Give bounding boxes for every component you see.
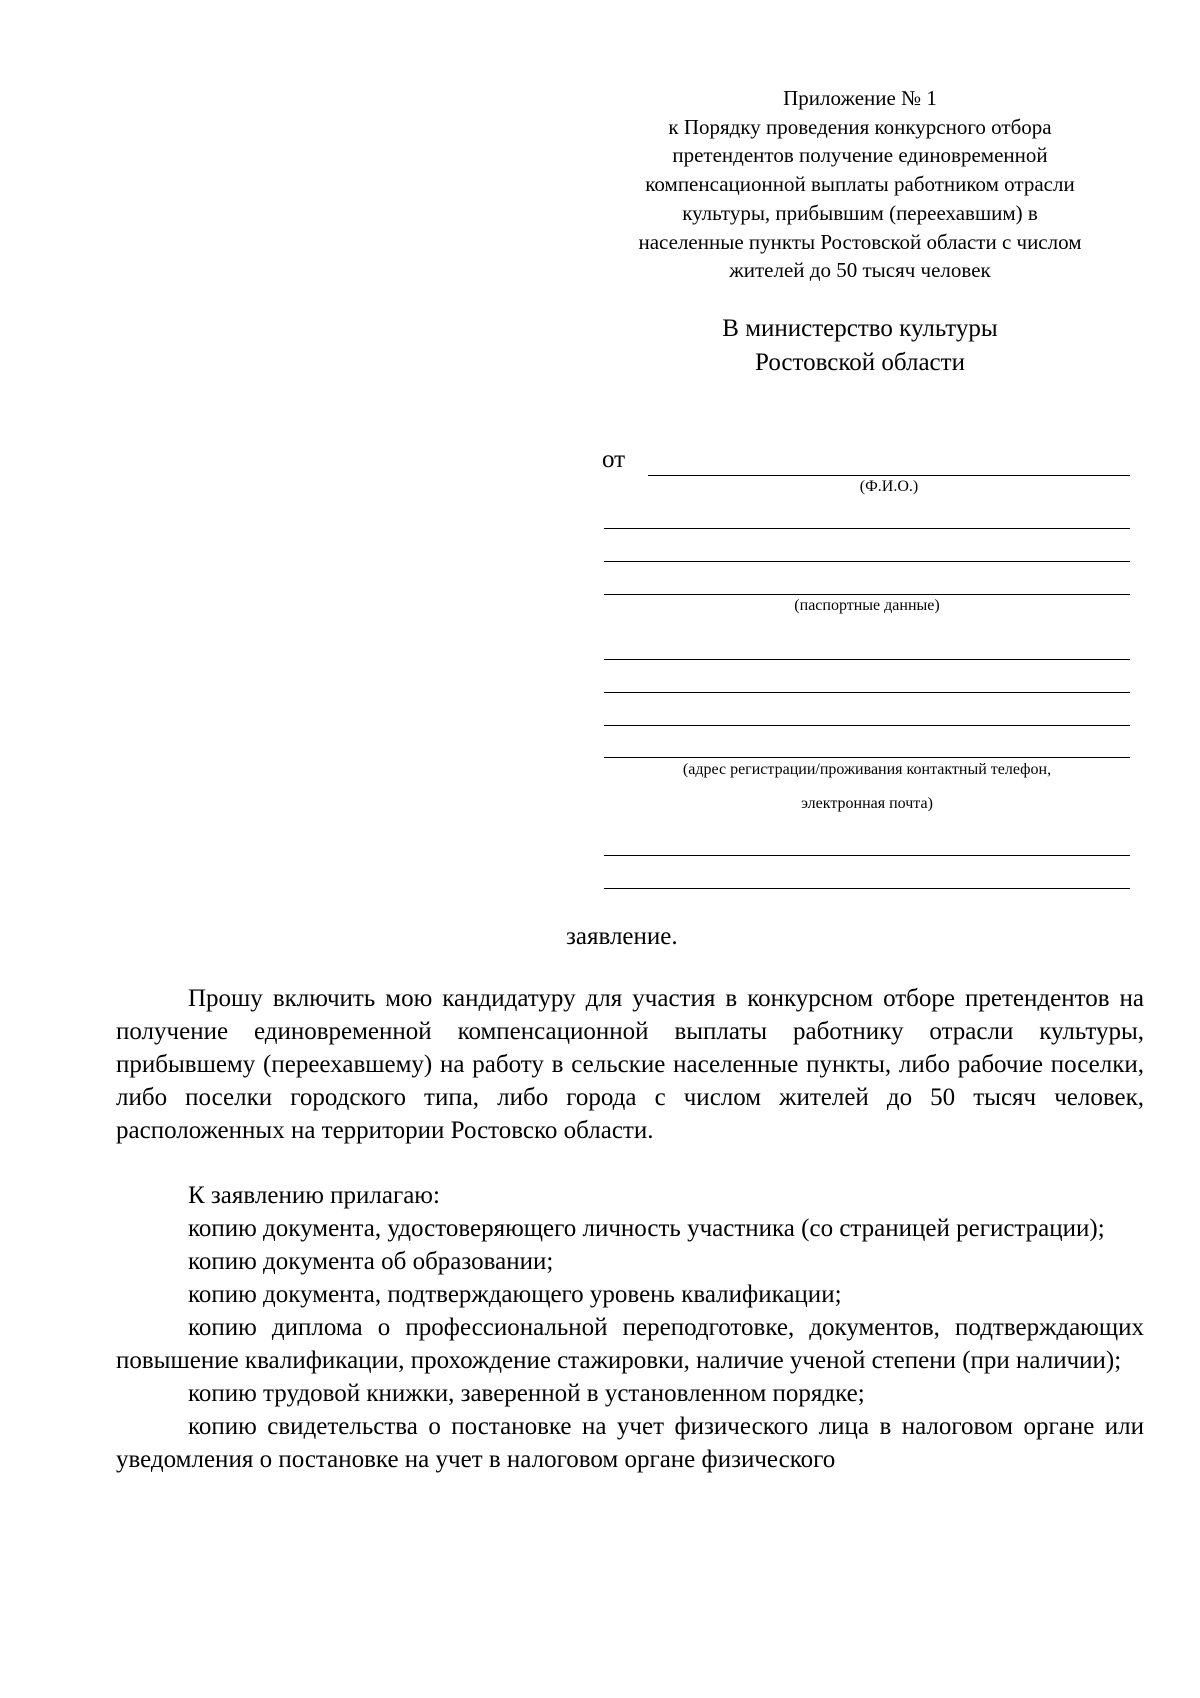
appendix-line: компенсационной выплаты работником отрасли (645, 172, 1075, 197)
passport-hint: (паспортные данные) (794, 597, 940, 614)
fio-hint: (Ф.И.О.) (859, 478, 919, 495)
address-input-line[interactable] (604, 757, 1130, 758)
attachment-item: копию диплома о профессиональной переподготовке, документов, подтверждающих повышение квалификации, прохождение стажировки, наличие ученой степени (при наличии); (116, 1314, 1144, 1374)
appendix-line: к Порядку проведения конкурсного отбора (668, 114, 1052, 139)
fio-input-line[interactable] (648, 475, 1130, 476)
extra-input-line[interactable] (604, 855, 1130, 856)
passport-input-line[interactable] (604, 561, 1130, 562)
addressee-block (620, 312, 1100, 380)
attachment-item: копию документа об образовании; (188, 1248, 554, 1275)
extra-input-line[interactable] (604, 888, 1130, 889)
appendix-line: жителей до 50 тысяч человек (729, 258, 991, 283)
from-label: от (602, 446, 626, 473)
addressee-line-2: Ростовской области (755, 349, 965, 376)
appendix-line: культуры, прибывшим (переехавшим) в (682, 200, 1038, 225)
passport-input-line[interactable] (604, 528, 1130, 529)
statement-title: заявление. (566, 923, 678, 950)
attachments-intro: К заявлению прилагаю: (188, 1182, 440, 1209)
statement-body (116, 982, 1144, 1476)
appendix-line: Приложение № 1 (783, 86, 937, 110)
appendix-line: населенные пункты Ростовской области с числом (638, 229, 1082, 254)
attachment-item: копию трудовой книжки, заверенной в установленном порядке; (188, 1380, 865, 1407)
attachment-item: копию документа, подтверждающего уровень квалификации; (188, 1281, 842, 1308)
address-hint-line-1: (адрес регистрации/проживания контактный телефон, (682, 761, 1052, 778)
passport-input-line[interactable] (604, 594, 1130, 595)
attachment-item: копию свидетельства о постановке на учет физического лица в налоговом органе или уведомления о постановке на учет в налоговом органе физического (116, 1413, 1144, 1473)
addressee-line-1: В министерство культуры (722, 315, 998, 342)
address-input-line[interactable] (604, 659, 1130, 660)
address-input-line[interactable] (604, 725, 1130, 726)
address-input-line[interactable] (604, 692, 1130, 693)
request-paragraph: Прошу включить мою кандидатуру для участия в конкурсном отборе претендентов на получение единовременной компенсационной выплаты работнику отрасли культуры, прибывшему (переехавшему) на работу в сельские населенные пункты, либо рабочие поселки, либо поселки городского типа, либо города с числом жителей до 50 тысяч человек, расположенных на территории Ростовско области. (116, 985, 1144, 1144)
appendix-header (600, 84, 1120, 285)
attachment-item: копию документа, удостоверяющего личность участника (со страницей регистрации); (188, 1215, 1105, 1242)
address-hint-line-2: электронная почта) (801, 795, 933, 812)
appendix-line: претендентов получение единовременной (672, 143, 1048, 168)
